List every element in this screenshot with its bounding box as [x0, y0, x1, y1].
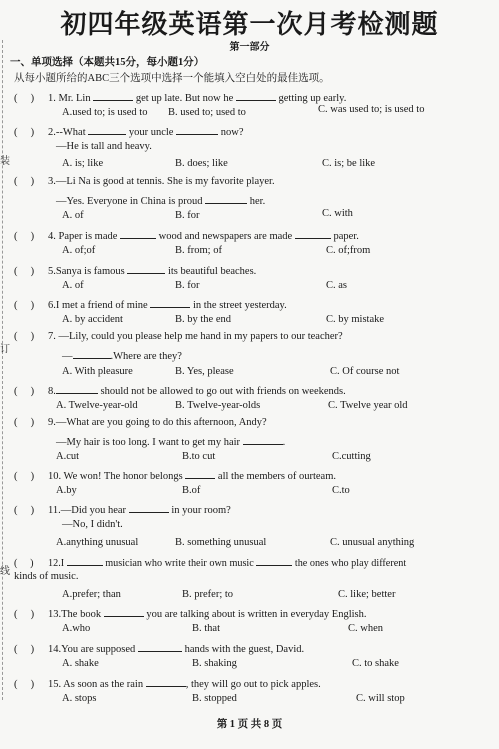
q12-option-c: C. like; better — [338, 589, 396, 600]
binding-line — [2, 40, 4, 700]
q11-option-c: C. unusual anything — [330, 537, 415, 548]
q8-text-a: 8. — [48, 386, 56, 397]
question-13: ( ) 13.The book you are talking about is written in everyday English. — [14, 606, 367, 620]
q15-option-b: B. stopped — [192, 693, 237, 704]
answer-blank[interactable] — [129, 502, 169, 513]
q14-option-c: C. to shake — [352, 658, 399, 669]
q1-option-b: B. used to; used to — [168, 107, 246, 118]
q3-option-c: C. with — [322, 208, 353, 219]
q11-text-b: in your room? — [168, 505, 231, 516]
q7-line2 — [62, 348, 182, 362]
q3-line2-b: her. — [247, 196, 266, 207]
q15-option-a: A. stops — [62, 693, 97, 704]
question-9: ( ) 9.—What are you going to do this afternoon, Andy? — [14, 417, 267, 428]
q2-text-b: your uncle — [126, 127, 177, 138]
q14-text-a: 14.You are supposed — [48, 644, 138, 655]
q5-option-c: C. as — [326, 280, 347, 291]
q13-option-b: B. that — [192, 623, 220, 634]
q8-text-b: should not be allowed to go out with friends on weekends. — [97, 386, 346, 397]
question-2: ( ) 2.--What your uncle now? — [14, 124, 243, 138]
q1-option-a: A.used to; is used to — [62, 107, 148, 118]
question-1: ( ) 1. Mr. Lin get up late. But now he getting up early. — [14, 90, 346, 104]
q2-text-a: 2.--What — [48, 127, 89, 138]
q12-line2: kinds of music. — [14, 571, 79, 582]
q4-text-a: 4. Paper is made — [48, 231, 121, 242]
question-3: ( ) 3.—Li Na is good at tennis. She is my favorite player. — [14, 176, 275, 187]
question-15: ( ) 15. As soon as the rain , they will go out to pick apples. — [14, 676, 321, 690]
q7-line2-b: .Where are they? — [110, 351, 182, 362]
question-7: ( ) 7. —Lily, could you please help me hand in my papers to our teacher? — [14, 331, 343, 342]
instruction-text: 从每小题所给的ABC三个选项中选择一个能填入空白处的最佳选项。 — [14, 73, 330, 84]
q4-text-c: paper. — [330, 231, 359, 242]
q9-option-b: B.to cut — [182, 451, 216, 462]
q10-option-c: C.to — [332, 485, 350, 496]
q9-option-a: A.cut — [56, 451, 80, 462]
q11-text-a: 11.—Did you hear — [48, 505, 129, 516]
margin-mark-xian: 线 — [0, 566, 10, 577]
answer-blank[interactable] — [146, 676, 186, 687]
answer-blank[interactable] — [256, 555, 292, 566]
q5-text-b: its beautiful beaches. — [165, 266, 257, 277]
q14-text-b: hands with the guest, David. — [181, 644, 305, 655]
answer-blank[interactable] — [236, 90, 276, 101]
q1-option-c: C. was used to; is used to — [318, 104, 425, 115]
q6-option-c: C. by mistake — [326, 314, 385, 325]
answer-blank[interactable] — [93, 90, 133, 101]
q7-option-c: C. Of course not — [330, 366, 400, 377]
q3-line2 — [56, 193, 265, 207]
margin-mark-zhuang: 装 — [0, 156, 10, 167]
q4-text-b: wood and newspapers are made — [156, 231, 295, 242]
q13-option-c: C. when — [348, 623, 383, 634]
answer-blank[interactable] — [176, 124, 218, 135]
q2-text-c: now? — [218, 127, 244, 138]
answer-blank[interactable] — [88, 124, 126, 135]
q4-option-a: A. of;of — [62, 245, 96, 256]
q10-text-a: 10. We won! The honor belongs — [48, 471, 186, 482]
q5-option-b: B. for — [175, 280, 200, 291]
q6-option-b: B. by the end — [175, 314, 231, 325]
q9-line2 — [56, 434, 285, 448]
q8-option-c: C. Twelve year old — [328, 400, 408, 411]
q7-text: 7. —Lily, could you please help me hand in my papers to our teacher? — [48, 331, 343, 342]
q3-text: 3.—Li Na is good at tennis. She is my favorite player. — [48, 176, 275, 187]
q6-text-b: in the street yesterday. — [190, 300, 287, 311]
answer-blank[interactable] — [127, 263, 165, 274]
section-heading: 一、单项选择（本题共15分，每小题1分） — [10, 57, 205, 68]
exam-title: 初四年级英语第一次月考检测题 — [60, 10, 439, 40]
question-12: ( ) 12.I musician who write their own music the ones who play different — [14, 555, 406, 569]
answer-blank[interactable] — [205, 193, 247, 204]
q7-option-a: A. With pleasure — [62, 366, 133, 377]
q9-text: 9.—What are you going to do this afternoon, Andy? — [48, 417, 267, 428]
q15-text-b: , they will go out to pick apples. — [185, 679, 321, 690]
q3-line2-a: —Yes. Everyone in China is proud — [56, 196, 206, 207]
q1-text-b: get up late. But now he — [133, 93, 236, 104]
q9-option-c: C.cutting — [332, 451, 371, 462]
q2-line2: —He is tall and heavy. — [56, 141, 152, 152]
question-8: ( ) 8. should not be allowed to go out with friends on weekends. — [14, 383, 346, 397]
q15-option-c: C. will stop — [356, 693, 405, 704]
q11-option-b: B. something unusual — [175, 537, 267, 548]
answer-blank[interactable] — [120, 228, 156, 239]
q10-text-b: all the members of ourteam. — [215, 471, 337, 482]
q12-text-b: musician who write their own music — [102, 558, 257, 569]
q5-text-a: 5.Sanya is famous — [48, 266, 128, 277]
q15-text-a: 15. As soon as the rain — [48, 679, 146, 690]
q4-option-b: B. from; of — [175, 245, 222, 256]
q13-text-b: you are talking about is written in everyday English. — [143, 609, 367, 620]
q12-text-a: 12.I — [48, 558, 67, 569]
q12-text-c: the ones who play different — [292, 558, 407, 569]
q11-line2: —No, I didn't. — [62, 519, 123, 530]
q6-text-a: 6.I met a friend of mine — [48, 300, 151, 311]
q2-option-a: A. is; like — [62, 158, 104, 169]
question-4: ( ) 4. Paper is made wood and newspapers are made paper. — [14, 228, 359, 242]
q3-option-a: A. of — [62, 210, 84, 221]
q3-option-b: B. for — [175, 210, 200, 221]
question-14: ( ) 14.You are supposed hands with the guest, David. — [14, 641, 304, 655]
q5-option-a: A. of — [62, 280, 84, 291]
page-footer: 第 1 页 共 8 页 — [216, 719, 283, 730]
part-heading: 第一部分 — [229, 42, 270, 53]
q14-option-a: A. shake — [62, 658, 99, 669]
answer-blank[interactable] — [243, 434, 283, 445]
question-10: ( ) 10. We won! The honor belongs all the members of ourteam. — [14, 468, 336, 482]
question-11: ( ) 11.—Did you hear in your room? — [14, 502, 231, 516]
q9-line2-b: . — [282, 437, 286, 448]
q2-option-c: C. is; be like — [322, 158, 376, 169]
q7-option-b: B. Yes, please — [175, 366, 234, 377]
q8-option-a: A. Twelve-year-old — [56, 400, 138, 411]
q12-option-b: B. prefer; to — [182, 589, 234, 600]
margin-mark-ding: 订 — [0, 344, 10, 355]
q13-option-a: A.who — [62, 623, 91, 634]
q1-text-c: getting up early. — [275, 93, 347, 104]
answer-blank[interactable] — [138, 641, 182, 652]
answer-blank[interactable] — [67, 555, 103, 566]
q12-option-a: A.prefer; than — [62, 589, 121, 600]
q10-option-b: B.of — [182, 485, 201, 496]
answer-blank[interactable] — [104, 606, 144, 617]
dash: — — [62, 351, 73, 362]
q14-option-b: B. shaking — [192, 658, 237, 669]
question-6: ( ) 6.I met a friend of mine in the street yesterday. — [14, 297, 287, 311]
q9-line2-a: —My hair is too long. I want to get my hair — [56, 437, 243, 448]
question-5: ( ) 5.Sanya is famous its beautiful beaches. — [14, 263, 256, 277]
answer-blank[interactable] — [56, 383, 98, 394]
q13-text-a: 13.The book — [48, 609, 104, 620]
answer-blank[interactable] — [73, 348, 111, 359]
q1-text-a: 1. Mr. Lin — [48, 93, 94, 104]
q6-option-a: A. by accident — [62, 314, 123, 325]
q2-option-b: B. does; like — [175, 158, 228, 169]
answer-blank[interactable] — [295, 228, 331, 239]
q4-option-c: C. of;from — [326, 245, 371, 256]
answer-blank[interactable] — [150, 297, 190, 308]
q10-option-a: A.by — [56, 485, 77, 496]
q8-option-b: B. Twelve-year-olds — [175, 400, 261, 411]
q11-option-a: A.anything unusual — [56, 537, 139, 548]
answer-blank[interactable] — [185, 468, 215, 479]
